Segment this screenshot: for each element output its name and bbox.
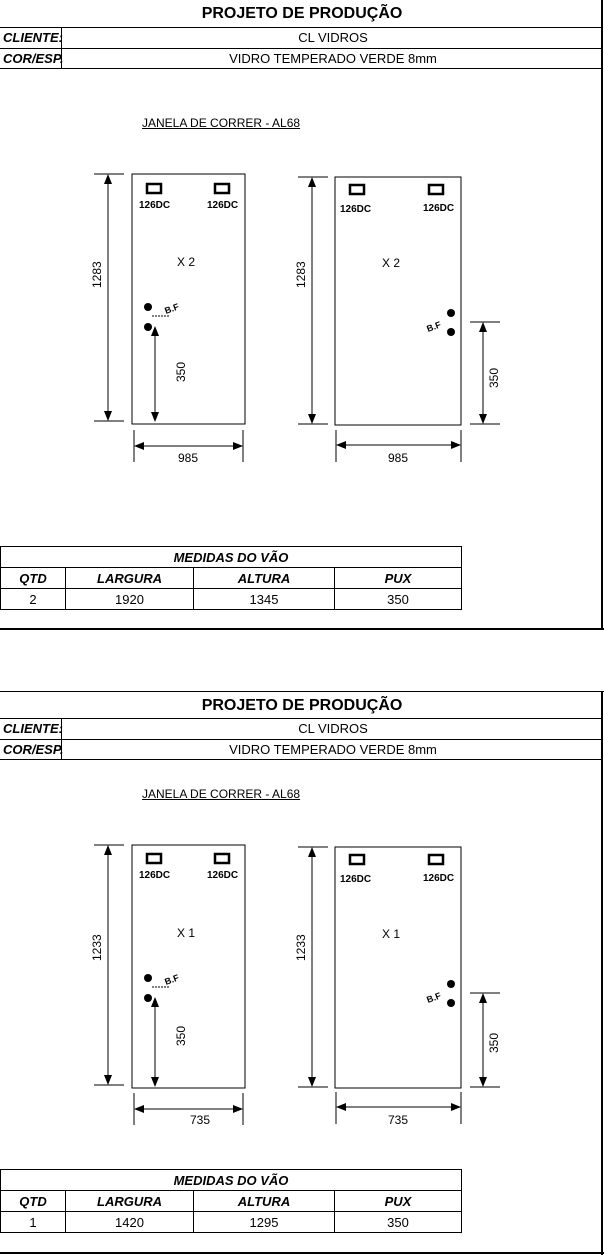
arrow-icon — [479, 414, 487, 424]
arrow-icon — [308, 177, 316, 187]
window-type: JANELA DE CORRER - AL68 — [142, 116, 301, 130]
arrow-icon — [479, 993, 487, 1003]
arrow-icon — [308, 1077, 316, 1087]
table-cell: 1920 — [66, 589, 194, 610]
arrow-icon — [451, 1103, 461, 1111]
table-cell: 350 — [335, 589, 462, 610]
hole-marker — [144, 323, 152, 331]
hardware-icon — [350, 855, 364, 864]
client-value: CL VIDROS — [298, 721, 368, 736]
table-header-row — [1, 1191, 462, 1212]
hardware-icon — [429, 185, 443, 194]
hardware-label: 126DC — [139, 200, 171, 211]
sheet-border — [0, 628, 604, 630]
table-caption: MEDIDAS DO VÃO — [1, 1170, 462, 1191]
column-header: PUX — [335, 1191, 462, 1212]
sheet-border — [0, 691, 604, 692]
table-cell: 350 — [335, 1212, 462, 1233]
hole-marker — [144, 303, 152, 311]
arrow-icon — [151, 326, 159, 336]
table-cell: 1345 — [194, 589, 335, 610]
opening-measurements-table — [0, 1169, 462, 1233]
column-header: LARGURA — [66, 568, 194, 589]
hardware-icon — [215, 184, 229, 193]
divider — [0, 759, 602, 760]
quantity-label: X 1 — [177, 926, 196, 940]
pux-label: 350 — [174, 1025, 188, 1046]
hardware-icon — [147, 184, 161, 193]
client-label: CLIENTE: — [0, 28, 62, 48]
hole-marker — [447, 328, 455, 336]
color-row — [0, 48, 602, 69]
bf-label: B.F — [425, 990, 443, 1005]
hole-marker — [144, 994, 152, 1002]
width-label: 985 — [177, 451, 199, 465]
hardware-icon — [429, 855, 443, 864]
arrow-icon — [134, 1105, 144, 1113]
client-row — [0, 27, 602, 48]
quantity-label: X 1 — [382, 927, 401, 941]
pux-label: 350 — [487, 367, 501, 388]
column-header: LARGURA — [66, 1191, 194, 1212]
glass-panel-left — [132, 845, 245, 1088]
table-cell: 2 — [1, 589, 66, 610]
hardware-label: 126DC — [207, 200, 239, 211]
bf-label: B.F — [163, 972, 181, 987]
sheet-border — [0, 1252, 604, 1254]
arrow-icon — [308, 414, 316, 424]
color-label: COR/ESP. — [0, 49, 62, 69]
glass-panel-left — [132, 174, 245, 424]
width-label: 735 — [189, 1113, 211, 1127]
bf-label: B.F — [425, 319, 443, 334]
width-label: 985 — [387, 451, 409, 465]
arrow-icon — [233, 442, 243, 450]
color-value: VIDRO TEMPERADO VERDE 8mm — [229, 51, 437, 66]
color-value: VIDRO TEMPERADO VERDE 8mm — [229, 742, 437, 757]
table-cell: 1 — [1, 1212, 66, 1233]
table-row — [1, 1212, 462, 1233]
table-row — [1, 589, 462, 610]
arrow-icon — [104, 174, 112, 184]
arrow-icon — [104, 411, 112, 421]
hole-marker — [447, 309, 455, 317]
arrow-icon — [151, 1077, 159, 1087]
height-label: 1283 — [90, 261, 104, 288]
height-label: 1233 — [294, 934, 308, 961]
client-value: CL VIDROS — [298, 30, 368, 45]
color-label: COR/ESP. — [0, 740, 62, 760]
arrow-icon — [451, 441, 461, 449]
column-header: PUX — [335, 568, 462, 589]
table-header-row — [1, 568, 462, 589]
sheet-title: PROJETO DE PRODUÇÃO — [201, 5, 403, 22]
hole-marker — [144, 974, 152, 982]
hardware-label: 126DC — [340, 874, 372, 885]
arrow-icon — [134, 442, 144, 450]
window-type: JANELA DE CORRER - AL68 — [142, 787, 301, 801]
client-row — [0, 718, 602, 739]
arrow-icon — [479, 1077, 487, 1087]
column-header: QTD — [1, 568, 66, 589]
hole-marker — [447, 999, 455, 1007]
quantity-label: X 2 — [177, 255, 196, 269]
arrow-icon — [151, 412, 159, 422]
column-header: QTD — [1, 1191, 66, 1212]
hardware-label: 126DC — [207, 870, 239, 881]
table-cell: 1295 — [194, 1212, 335, 1233]
color-row — [0, 739, 602, 760]
sheet-title: PROJETO DE PRODUÇÃO — [201, 697, 403, 714]
arrow-icon — [336, 1103, 346, 1111]
quantity-label: X 2 — [382, 256, 401, 270]
height-label: 1233 — [90, 934, 104, 961]
glass-drawing — [0, 831, 604, 1191]
glass-drawing — [0, 160, 604, 520]
opening-measurements-table — [0, 546, 462, 610]
arrow-icon — [104, 845, 112, 855]
client-label: CLIENTE: — [0, 719, 62, 739]
hole-marker — [447, 980, 455, 988]
arrow-icon — [233, 1105, 243, 1113]
arrow-icon — [308, 847, 316, 857]
pux-label: 350 — [487, 1032, 501, 1053]
hardware-icon — [147, 854, 161, 863]
hardware-label: 126DC — [423, 203, 455, 214]
hardware-label: 126DC — [423, 873, 455, 884]
column-header: ALTURA — [194, 1191, 335, 1212]
height-label: 1283 — [294, 261, 308, 288]
arrow-icon — [151, 997, 159, 1007]
bf-label: B.F — [163, 301, 181, 316]
hardware-label: 126DC — [139, 870, 171, 881]
hardware-icon — [215, 854, 229, 863]
arrow-icon — [336, 441, 346, 449]
hardware-icon — [350, 185, 364, 194]
width-label: 735 — [387, 1113, 409, 1127]
arrow-icon — [479, 322, 487, 332]
production-sheet-2 — [0, 691, 604, 1255]
column-header: ALTURA — [194, 568, 335, 589]
table-caption: MEDIDAS DO VÃO — [1, 547, 462, 568]
arrow-icon — [104, 1075, 112, 1085]
divider — [0, 68, 602, 69]
table-cell: 1420 — [66, 1212, 194, 1233]
hardware-label: 126DC — [340, 204, 372, 215]
pux-label: 350 — [174, 361, 188, 382]
